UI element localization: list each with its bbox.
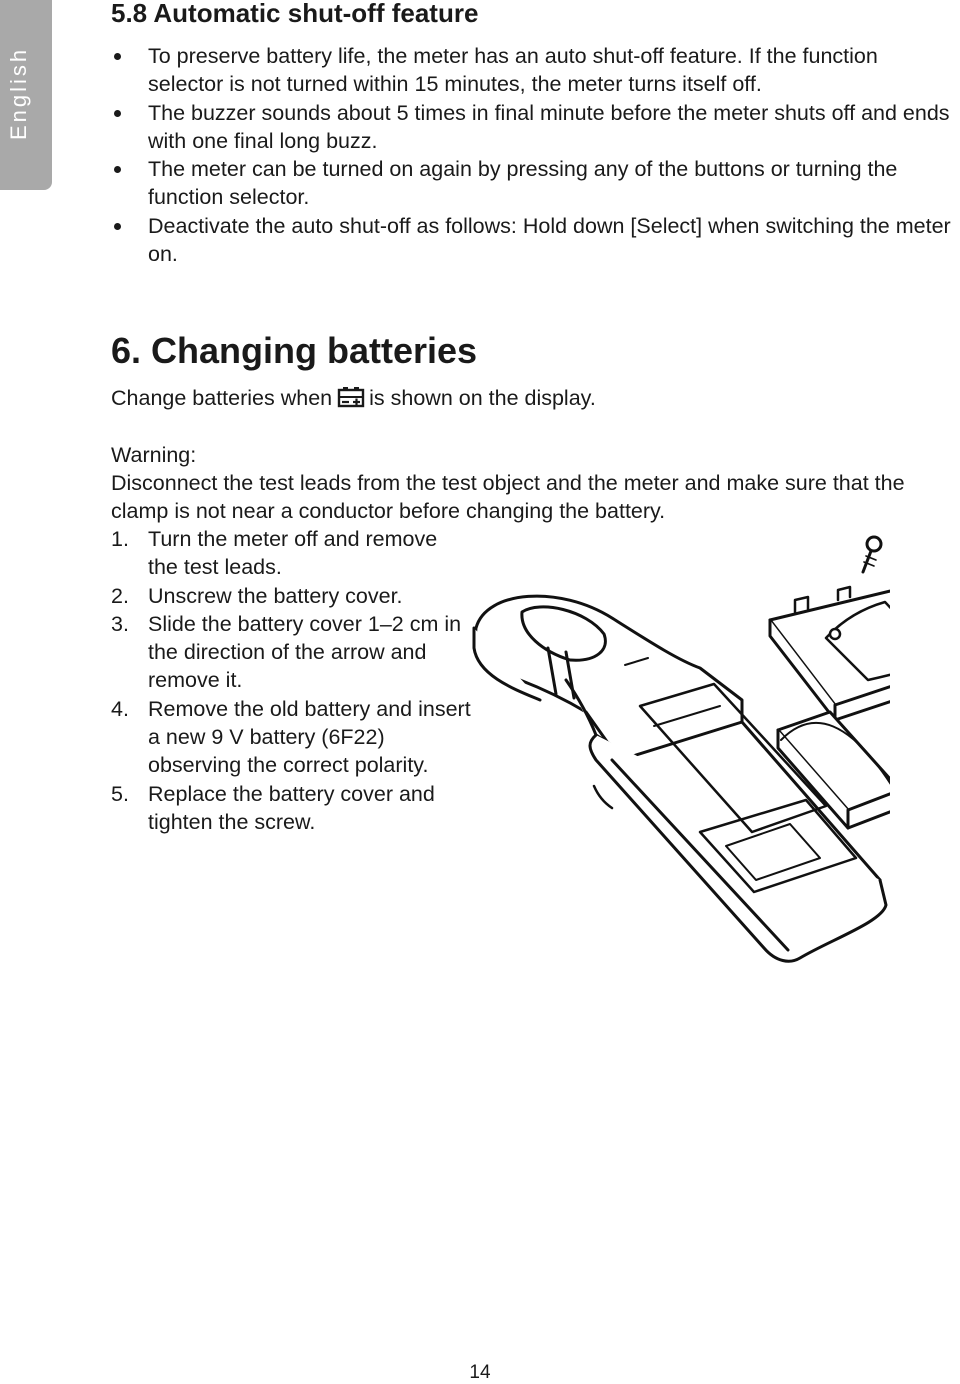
clamp-meter-battery-replacement-icon bbox=[470, 530, 890, 975]
step-item bbox=[111, 780, 471, 837]
section-title: 5.8 Automatic shut-off feature bbox=[111, 0, 479, 28]
intro-text-after: is shown on the display. bbox=[369, 386, 596, 410]
language-tab bbox=[0, 0, 52, 190]
step-text: Replace the battery cover and tighten the screw. bbox=[148, 781, 435, 834]
warning-text: Disconnect the test leads from the test object and the meter and make sure that the clamp is not near a conductor before changing the battery. bbox=[111, 471, 905, 524]
battery-cover-icon bbox=[770, 585, 890, 720]
step-number: 1. bbox=[111, 527, 129, 551]
warning-label: Warning: bbox=[111, 443, 197, 467]
step-number: 5. bbox=[111, 781, 129, 806]
battery-steps-list bbox=[111, 525, 471, 836]
bullet-item: To preserve battery life, the meter has an auto shut-off feature. If the function selector is not turned within 15 minutes, the meter turns itself off. bbox=[111, 42, 951, 99]
battery-low-icon bbox=[337, 386, 365, 415]
chapter-title: 6. Changing batteries bbox=[111, 330, 478, 371]
step-text: Slide the battery cover 1–2 cm in the direction of the arrow and remove it. bbox=[148, 611, 462, 693]
step-text: Remove the old battery and insert a new 9 V battery (6F22) observing the correct polarity. bbox=[148, 696, 471, 778]
shutoff-bullet-list bbox=[111, 42, 951, 268]
bullet-item: The buzzer sounds about 5 times in final minute before the meter shuts off and ends with one final long buzz. bbox=[111, 99, 951, 156]
page-number: 14 bbox=[469, 1362, 491, 1383]
step-text: Unscrew the battery cover. bbox=[148, 583, 403, 608]
intro-text-before: Change batteries when bbox=[111, 386, 333, 410]
bullet-item: Deactivate the auto shut-off as follows: Hold down [Select] when switching the meter on. bbox=[111, 212, 951, 269]
step-item bbox=[111, 582, 471, 610]
battery-intro bbox=[111, 384, 596, 415]
step-number: 3. bbox=[111, 611, 129, 636]
step-item bbox=[111, 525, 471, 582]
language-label: English bbox=[6, 46, 31, 140]
step-item bbox=[111, 610, 471, 695]
nine-volt-battery-icon bbox=[778, 712, 890, 828]
bullet-item: The meter can be turned on again by pressing any of the buttons or turning the function selector. bbox=[111, 155, 951, 212]
screw-icon bbox=[863, 537, 881, 572]
step-number: 4. bbox=[111, 696, 129, 721]
step-text: Turn the meter off and remove the test leads. bbox=[148, 527, 438, 580]
step-item bbox=[111, 695, 471, 780]
step-number: 2. bbox=[111, 583, 129, 608]
